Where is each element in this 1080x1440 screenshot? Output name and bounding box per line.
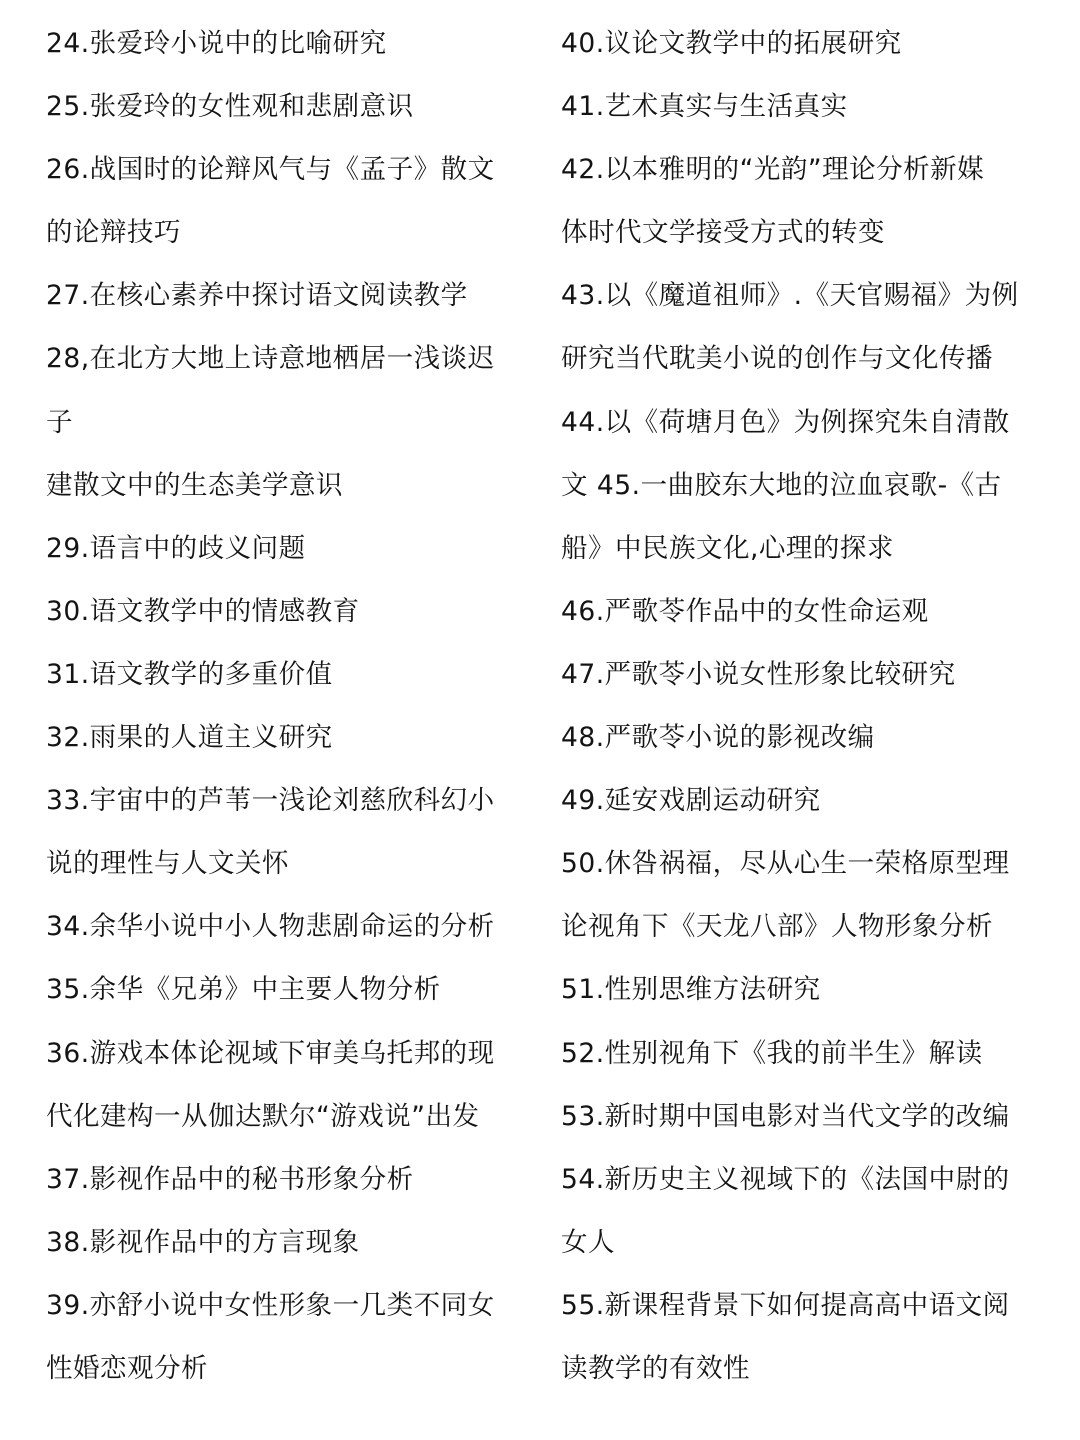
topic-line: 32.雨果的人道主义研究 [46,722,333,754]
topic-line: 33.宇宙中的芦苇一浅论刘慈欣科幻小 [46,785,495,817]
topic-line: 39.亦舒小说中女性形象一几类不同女 [46,1289,495,1321]
topic-line: 24.张爱玲小说中的比喻研究 [46,28,387,59]
topic-line: 41.艺术真实与生活真实 [561,91,848,123]
topic-line: 35.余华《兄弟》中主要人物分析 [46,974,441,1006]
left-topic-column [46,12,526,1400]
topic-line: 48.严歌苓小说的影视改编 [561,722,875,754]
topic-line: 27.在核心素养中探讨语文阅读教学 [46,280,468,312]
topic-line: 论视角下《天龙八部》人物形象分析 [561,911,993,943]
topic-line: 38.影视作品中的方言现象 [46,1226,360,1258]
topic-line: 36.游戏本体论视域下审美乌托邦的现 [46,1037,495,1069]
topic-line: 46.严歌苓作品中的女性命运观 [561,595,929,627]
topic-line: 40.议论文教学中的拓展研究 [561,28,902,59]
topic-line: 性婚恋观分析 [46,1352,208,1384]
topic-line: 研究当代耽美小说的创作与文化传播 [561,343,993,375]
topic-line: 女人 [561,1226,615,1258]
topic-line: 47.严歌苓小说女性形象比较研究 [561,658,956,690]
topic-line: 34.余华小说中小人物悲剧命运的分析 [46,911,495,943]
topic-line: 说的理性与人文关怀 [46,848,289,880]
topic-line: 读教学的有效性 [561,1352,750,1384]
topic-line: 37.影视作品中的秘书形象分析 [46,1163,414,1195]
topic-line: 代化建构一从伽达默尔“游戏说”出发 [46,1100,480,1132]
topic-line: 26.战国时的论辩风气与《孟子》散文 [46,154,495,186]
topic-line: 51.性别思维方法研究 [561,974,821,1006]
topic-line: 43.以《魔道祖师》.《天官赐福》为例 [561,280,1019,312]
topic-line: 文 45.一曲胶东大地的泣血哀歌-《古 [561,469,1002,501]
topic-line: 建散文中的生态美学意识 [46,469,343,501]
topic-line: 50.休咎祸福，尽从心生一荣格原型理 [561,848,1010,880]
topic-line: 25.张爱玲的女性观和悲剧意识 [46,91,414,123]
topic-line: 子 [46,406,73,438]
topic-line: 船》中民族文化,心理的探求 [561,532,894,564]
topic-line: 44.以《荷塘月色》为例探究朱自清散 [561,406,1010,438]
topic-line: 体时代文学接受方式的转变 [561,217,885,249]
topic-line: 54.新历史主义视域下的《法国中尉的 [561,1163,1010,1195]
topic-line: 29.语言中的歧义问题 [46,532,306,564]
topic-line: 28,在北方大地上诗意地栖居一浅谈迟 [46,343,495,375]
topic-line: 30.语文教学中的情感教育 [46,595,360,627]
topic-line: 的论辩技巧 [46,217,181,249]
topic-line: 31.语文教学的多重价值 [46,658,333,690]
topic-line: 49.延安戏剧运动研究 [561,785,821,817]
right-topic-column [561,12,1041,1400]
topic-line: 55.新课程背景下如何提高高中语文阅 [561,1289,1010,1321]
topic-line: 42.以本雅明的“光韵”理论分析新媒 [561,154,985,186]
topic-line: 53.新时期中国电影对当代文学的改编 [561,1100,1010,1132]
topic-line: 52.性别视角下《我的前半生》解读 [561,1037,983,1069]
